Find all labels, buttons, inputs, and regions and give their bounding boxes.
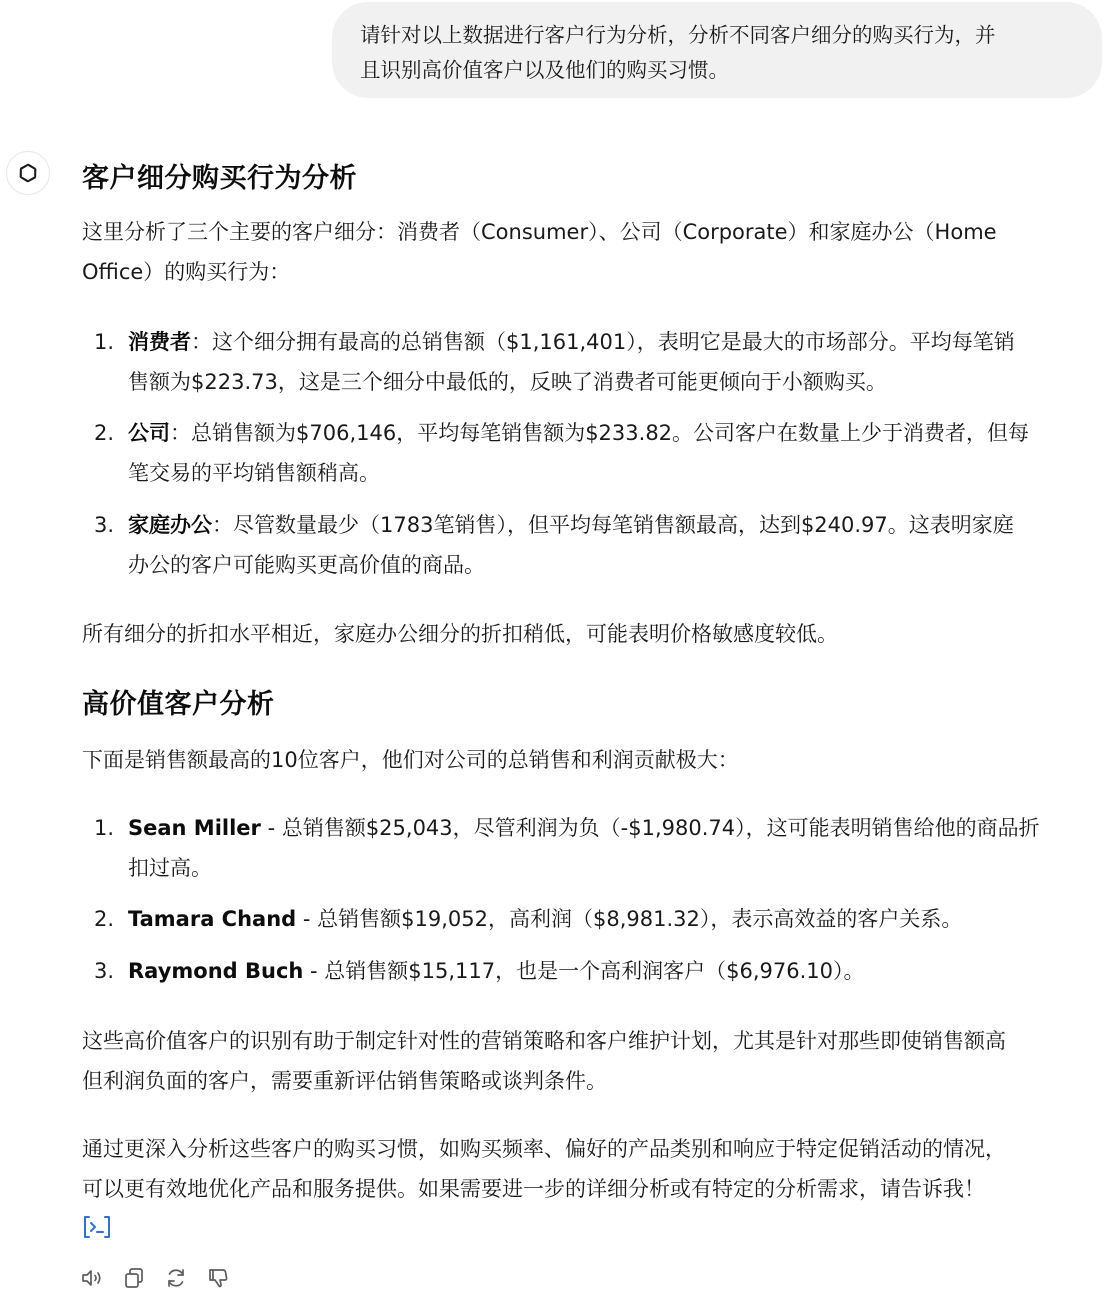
text-line: Office）的购买行为： bbox=[82, 260, 291, 284]
text-line: 这里分析了三个主要的客户细分：消费者（Consumer）、公司（Corporate）和家庭办公（Home bbox=[82, 220, 997, 244]
list-item-text: 售额为$223.73，这是三个细分中最低的，反映了消费者可能更倾向于小额购买。 bbox=[128, 370, 887, 394]
user-message-line: 请针对以上数据进行客户行为分析，分析不同客户细分的购买行为，并 bbox=[360, 23, 996, 47]
customer-name: Sean Miller bbox=[128, 816, 261, 840]
list-item-label: 公司 bbox=[128, 421, 170, 445]
assistant-avatar bbox=[6, 151, 50, 195]
user-message-bubble bbox=[332, 2, 1102, 98]
text-line: 可以更有效地优化产品和服务提供。如果需要进一步的详细分析或有特定的分析需求，请告诉我！ bbox=[82, 1177, 985, 1201]
list-item bbox=[94, 808, 1100, 888]
customer-name: Raymond Buch bbox=[128, 959, 304, 983]
list-item bbox=[94, 951, 1100, 991]
list-item-label: 消费者 bbox=[128, 330, 191, 354]
paragraph bbox=[82, 1129, 1100, 1209]
list-item-text: - 总销售额$19,052，高利润（$8,981.32），表示高效益的客户关系。 bbox=[296, 907, 963, 931]
list-number: 1. bbox=[94, 330, 115, 354]
read-aloud-icon[interactable] bbox=[80, 1266, 104, 1290]
paragraph bbox=[82, 1021, 1100, 1101]
list-item bbox=[94, 899, 1100, 939]
user-message-line: 且识别高价值客户以及他们的购买习惯。 bbox=[360, 58, 729, 82]
list-number: 3. bbox=[94, 959, 115, 983]
text-line: 这些高价值客户的识别有助于制定针对性的营销策略和客户维护计划，尤其是针对那些即使销售额高 bbox=[82, 1029, 1006, 1053]
list-item-label: 家庭办公 bbox=[128, 513, 212, 537]
list-number: 3. bbox=[94, 513, 115, 537]
copy-icon[interactable] bbox=[122, 1266, 146, 1290]
message-actions bbox=[80, 1266, 230, 1290]
section-heading-high-value: 高价值客户分析 bbox=[82, 689, 275, 720]
list-item bbox=[94, 505, 1100, 585]
list-number: 2. bbox=[94, 421, 115, 445]
text-line: 但利润负面的客户，需要重新评估销售策略或谈判条件。 bbox=[82, 1069, 607, 1093]
list-item-text: ：这个细分拥有最高的总销售额（$1,161,401），表明它是最大的市场部分。平均每笔销 bbox=[191, 330, 1015, 354]
list-number: 1. bbox=[94, 816, 115, 840]
paragraph-summary: 所有细分的折扣水平相近，家庭办公细分的折扣稍低，可能表明价格敏感度较低。 bbox=[82, 622, 838, 646]
code-analysis-icon[interactable] bbox=[82, 1214, 112, 1240]
list-item-text: ：总销售额为$706,146，平均每笔销售额为$233.82。公司客户在数量上少于消费者，但每 bbox=[170, 421, 1030, 445]
list-number: 2. bbox=[94, 907, 115, 931]
text-line: 通过更深入分析这些客户的购买习惯，如购买频率、偏好的产品类别和响应于特定促销活动的情况， bbox=[82, 1137, 1006, 1161]
list-item-text: - 总销售额$15,117，也是一个高利润客户（$6,976.10）。 bbox=[303, 959, 865, 983]
regenerate-icon[interactable] bbox=[164, 1266, 188, 1290]
list-item-text: ：尽管数量最少（1783笔销售），但平均每笔销售额最高，达到$240.97。这表明家庭 bbox=[212, 513, 1014, 537]
list-item bbox=[94, 322, 1100, 402]
openai-logo-icon bbox=[15, 160, 41, 186]
list-item-text: 笔交易的平均销售额稍高。 bbox=[128, 461, 380, 485]
paragraph-intro bbox=[82, 212, 1100, 292]
paragraph-intro: 下面是销售额最高的10位客户，他们对公司的总销售和利润贡献极大： bbox=[82, 748, 739, 772]
thumbs-down-icon[interactable] bbox=[206, 1266, 230, 1290]
list-item-text: 办公的客户可能购买更高价值的商品。 bbox=[128, 553, 485, 577]
list-item-text: - 总销售额$25,043，尽管利润为负（-$1,980.74），这可能表明销售给他的商品折 bbox=[260, 816, 1040, 840]
list-item bbox=[94, 413, 1100, 493]
list-item-text: 扣过高。 bbox=[128, 856, 212, 880]
section-heading-segments: 客户细分购买行为分析 bbox=[82, 163, 357, 194]
customer-name: Tamara Chand bbox=[128, 907, 297, 931]
